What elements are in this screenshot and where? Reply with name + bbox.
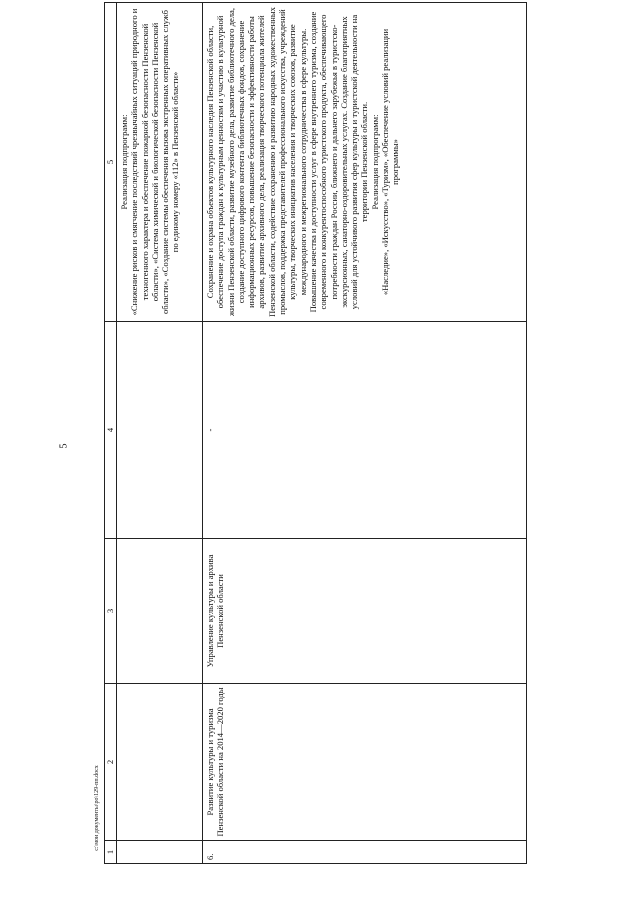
header-cell-2: 2 — [105, 684, 117, 841]
document-table-wrapper — [104, 7, 527, 864]
cell-continued-col4 — [117, 322, 203, 539]
page-number: 5 — [58, 443, 70, 449]
table-header-row — [105, 3, 117, 864]
table-row-6 — [203, 3, 527, 864]
row-number: 6. — [203, 841, 527, 864]
subprograms-heading: Реализация подпрограмм: — [119, 114, 129, 210]
header-cell-1: 1 — [105, 841, 117, 864]
table-row-continued — [117, 3, 203, 864]
rotated-table-container — [104, 7, 527, 864]
program-goals — [203, 3, 527, 322]
subprograms-list-row6: «Наследие», «Искусство», «Туризм», «Обеспечение условий реализации программы» — [380, 28, 401, 296]
header-cell-3: 3 — [105, 539, 117, 684]
executor-name: Управление культуры и архива Пензенской области — [203, 539, 527, 684]
programs-table — [104, 2, 527, 864]
cell-continued-program — [117, 684, 203, 841]
program-name: Развитие культуры и туризма Пензенской области на 2014—2020 годы — [203, 684, 527, 841]
subprograms-heading-row6: Реализация подпрограмм: — [369, 114, 380, 210]
program-goals-text: Сохранение и охрана объектов культурного наследия Пензенской области, обеспечение доступа граждан к культурным ценностям и участию в культурной жизни Пензенской области, развитие музейного дела, развитие библиотечного дела, создание доступного цифрового контента библиотечных фондов, сохранение информационных ресурсов, повышение безопасности и эффективности работы архивов, развитие архивного дела, реализация творческого потенциала жителей Пензенской области, содействие сохранению и развитию народных художественных промыслов, поддержка представителей профессионального искусства, учреждений культуры, творческих инициатив населения и творческих союзов, развитие международного и межрегионального сотрудничества в сфере культуры. Повышение качества и доступности услуг в сфере внутреннего туризма, создание современного и конкурентоспособного туристского продукта, обеспечивающего потребности граждан России, ближнего и дальнего зарубежья в туристско-экскурсионных, санаторно-оздоровительных услугах. Создание благоприятных условий для устойчивого развития сфер культуры и туристской деятельности на территории Пензенской области. — [205, 7, 370, 317]
file-path-footer: c:\мои документы\ро\129-пп.docx — [94, 765, 100, 851]
header-cell-4: 4 — [105, 322, 117, 539]
header-cell-5: 5 — [105, 3, 117, 322]
subprograms-list: «Снижение рисков и смягчение последствий чрезвычайных ситуаций природного и техногенного характера и обеспечение пожарной безопасности Пензенской области», «Система химической и биологической безопасности Пензенской области», «Создание системы обеспечения вызова экстренных оперативных служб по единому номеру «112» в Пензенской области» — [129, 8, 181, 316]
col4-value: - — [203, 322, 527, 539]
cell-continued-num — [117, 841, 203, 864]
cell-continued-executor — [117, 539, 203, 684]
cell-continued-col5 — [117, 3, 203, 322]
